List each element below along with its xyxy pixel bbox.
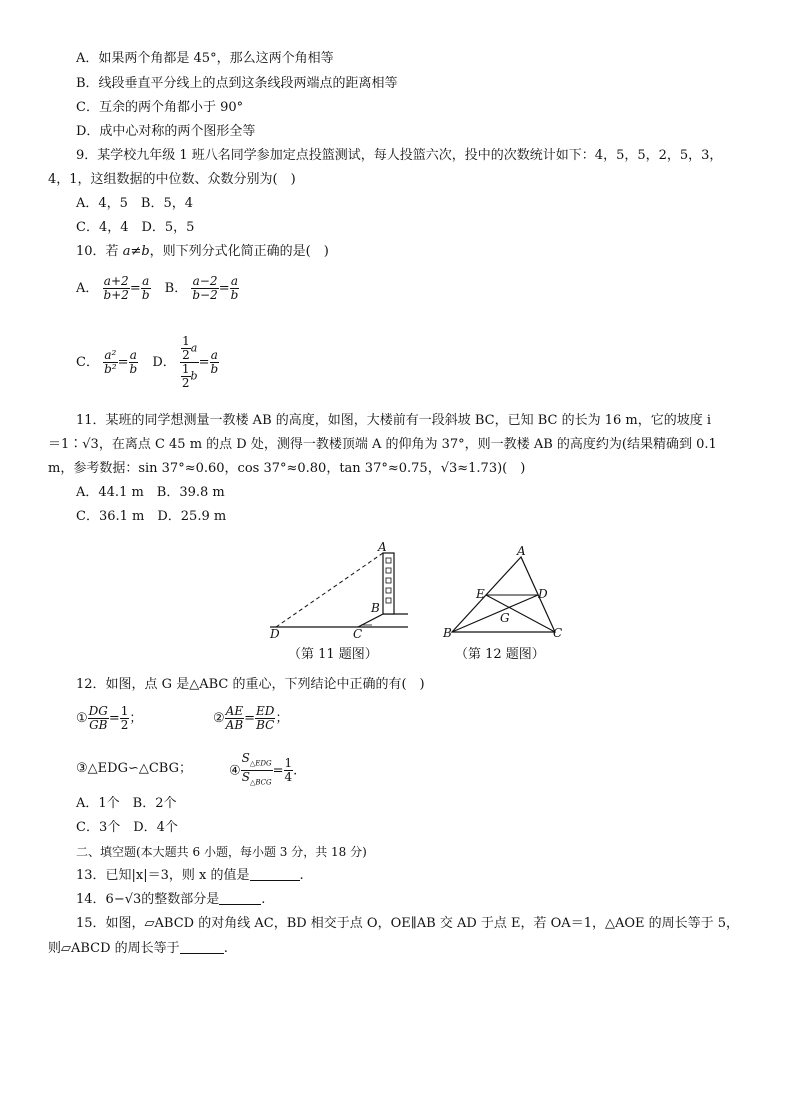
q11-options-cd: C．36.1 m D．25.9 m bbox=[76, 509, 227, 524]
q9-options-cd: C．4，4 D．5，5 bbox=[76, 220, 195, 235]
q10-c-fraction: $\frac{\text{a²}}{\text{b²}}$ bbox=[104, 348, 117, 376]
q10-row-cd bbox=[76, 328, 219, 398]
q12-option-4: ④ $\frac{S_{\triangle EDG}}{S_{\triangle BCG}}$ = $\frac{1}{4}$ . bbox=[229, 751, 298, 787]
q8-option-c: C．互余的两个角都小于 90° bbox=[76, 100, 244, 115]
q10-b-eq: = bbox=[218, 281, 230, 296]
section-2-heading: 二、填空题(本大题共 6 小题，每小题 3 分，共 18 分) bbox=[76, 845, 367, 859]
label-a: A bbox=[517, 545, 526, 558]
q11-stem-line2: ＝1∶√3，在离点 C 45 m 的点 D 处，测得一教楼顶端 A 的仰角为 37°，则一教楼 AB 的高度约为(结果精确到 0.1 bbox=[48, 437, 717, 452]
label-b: B bbox=[443, 626, 452, 640]
label-e: E bbox=[476, 587, 485, 601]
q10-a-label: A． bbox=[76, 281, 99, 296]
figure-12 bbox=[440, 545, 570, 640]
label-b: B bbox=[371, 601, 380, 615]
q8-option-a: A．如果两个角都是 45°，那么这两个角相等 bbox=[76, 51, 334, 66]
q10-c-result: $\frac{a}{b}$ bbox=[129, 348, 138, 376]
q10-row-ab bbox=[76, 272, 239, 306]
figure-12-caption: （第 12 题图） bbox=[455, 647, 545, 662]
q10-condition: a≠b bbox=[122, 244, 150, 259]
q11-options-ab: A．44.1 m B．39.8 m bbox=[76, 485, 225, 500]
figure-11-caption: （第 11 题图） bbox=[288, 647, 378, 662]
q8-option-d: D．成中心对称的两个图形全等 bbox=[76, 124, 256, 139]
q10-d-result: $\frac{a}{b}$ bbox=[210, 348, 219, 376]
q12-stem: 12．如图，点 G 是△ABC 的重心，下列结论中正确的有( ) bbox=[76, 677, 425, 692]
q10-stem-b: ，则下列分式化简正确的是( ) bbox=[149, 244, 329, 259]
q9-options-ab: A．4，5 B．5，4 bbox=[76, 196, 194, 211]
q10-c-eq: = bbox=[117, 355, 129, 370]
sight-line bbox=[276, 553, 383, 627]
q10-b-result: $\frac{a}{b}$ bbox=[230, 274, 239, 302]
q9-stem-line2: 4，1，这组数据的中位数、众数分别为( ) bbox=[48, 172, 296, 187]
q13: 13．已知|x|＝3，则 x 的值是 . bbox=[76, 868, 304, 883]
building-ab bbox=[383, 553, 394, 614]
q9-stem-line1: 9．某学校九年级 1 班八名同学参加定点投篮测试，每人投篮六次，投中的次数统计如下：4，5，5，2，5，3， bbox=[76, 148, 723, 163]
q10-c-label: C． bbox=[76, 355, 99, 370]
q10-a-eq: = bbox=[129, 281, 141, 296]
figure-11 bbox=[262, 540, 412, 640]
q10-b-fraction: $\frac{a-2}{b-2}$ bbox=[192, 274, 218, 302]
q15-answer-blank[interactable] bbox=[180, 941, 224, 954]
q12-options-ab: A．1个 B．2个 bbox=[76, 796, 177, 811]
q15-line2: 则▱ABCD 的周长等于 . bbox=[48, 941, 228, 956]
q10-b-label: B． bbox=[164, 281, 188, 296]
q12-option-2: ② $\frac{AE}{AB}$ = $\frac{ED}{BC}$ ； bbox=[213, 704, 289, 732]
q10-d-fraction: $\frac{1}{2}$ a $\frac{1}{2}$ b bbox=[181, 334, 198, 390]
q15-line1: 15．如图，▱ABCD 的对角线 AC，BD 相交于点 O，OE∥AB 交 AD 于点 E，若 OA＝1，△AOE 的周长等于 5， bbox=[76, 916, 740, 931]
q10-stem-a: 10．若 bbox=[76, 244, 123, 259]
q10-a-result: $\frac{a}{b}$ bbox=[141, 274, 150, 302]
q8-option-b: B．线段垂直平分线上的点到这条线段两端点的距离相等 bbox=[76, 76, 398, 91]
label-d: D bbox=[270, 627, 280, 640]
q10-d-eq: = bbox=[198, 355, 210, 370]
label-c: C bbox=[353, 627, 363, 640]
q11-stem-line1: 11．某班的同学想测量一教楼 AB 的高度，如图，大楼前有一段斜坡 BC，已知 BC 的长为 16 m，它的坡度 i bbox=[76, 413, 712, 428]
q10-stem bbox=[76, 243, 329, 261]
q12-option-3: ③△EDG∽△CBG； bbox=[76, 761, 192, 776]
q11-stem-line3: m，参考数据：sin 37°≈0.60，cos 37°≈0.80，tan 37°≈0.75，√3≈1.73)( ) bbox=[48, 461, 526, 476]
label-a: A bbox=[378, 540, 387, 554]
label-d: D bbox=[538, 587, 548, 601]
q12-options-cd: C．3个 D．4个 bbox=[76, 820, 178, 835]
label-g: G bbox=[500, 611, 510, 625]
q14-answer-blank[interactable] bbox=[219, 892, 261, 905]
q10-d-label: D． bbox=[152, 355, 176, 370]
q13-answer-blank[interactable] bbox=[250, 868, 300, 881]
label-c: C bbox=[553, 626, 563, 640]
q12-option-1: ① $\frac{DG}{GB}$ = $\frac{1}{2}$ ； bbox=[76, 704, 143, 732]
segment-bd bbox=[452, 595, 538, 632]
q14: 14．6−√3的整数部分是 . bbox=[76, 892, 266, 907]
q10-a-fraction: $\frac{a+2}{b+2}$ bbox=[103, 274, 129, 302]
